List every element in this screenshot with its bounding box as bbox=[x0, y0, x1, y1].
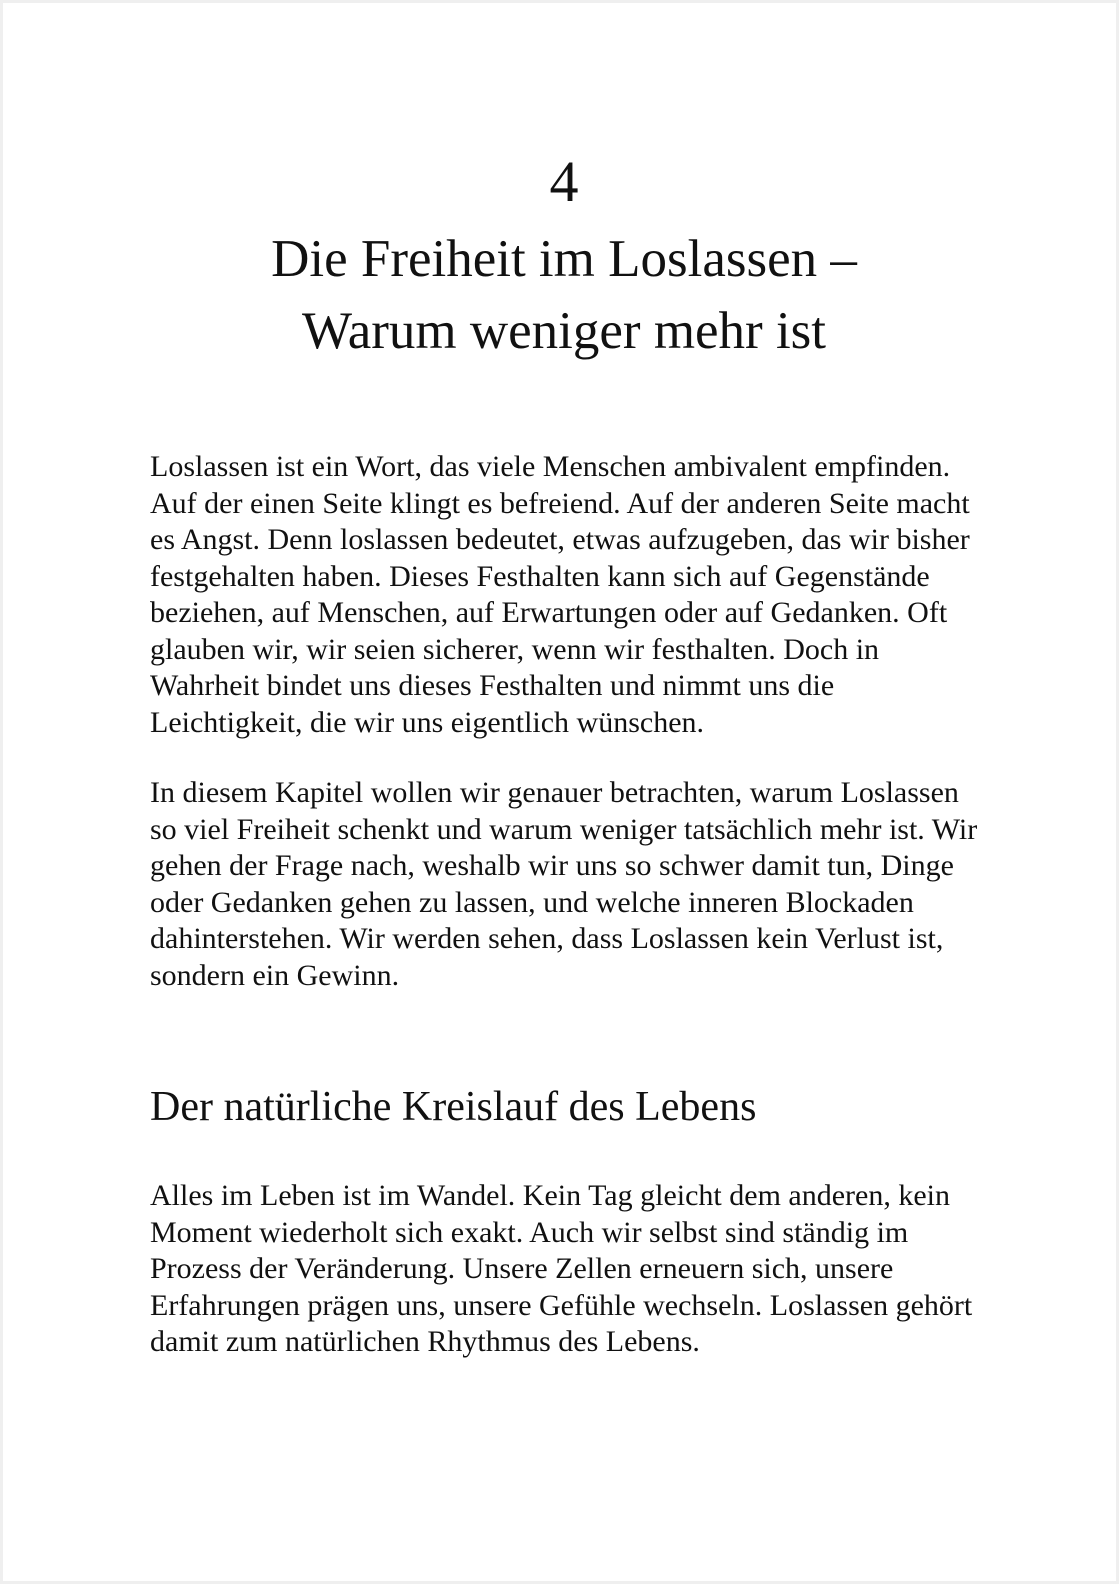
intro-paragraph-2: In diesem Kapitel wollen wir genauer betrachten, warum Loslassen so viel Freiheit schenkt und warum weniger tatsächlich mehr ist. Wir gehen der Frage nach, weshalb wir uns so schwer damit tun, Dinge oder Gedanken gehen zu lassen, und welche inneren Blockaden dahinterstehen. Wir werden sehen, dass Loslassen kein Verlust ist, sondern ein Gewinn. bbox=[150, 776, 978, 992]
section-paragraph-1: Alles im Leben ist im Wandel. Kein Tag gleicht dem anderen, kein Moment wiederholt sich exakt. Auch wir selbst sind ständig im Prozess der Veränderung. Unsere Zellen erneuern sich, unsere Erfahrungen prägen uns, unsere Gefühle wechseln. Loslassen gehört damit zum natürlichen Rhythmus des Lebens. bbox=[150, 1179, 973, 1358]
chapter-title-line-1: Die Freiheit im Loslassen – bbox=[271, 230, 857, 288]
section-heading: Der natürliche Kreislauf des Lebens bbox=[150, 1084, 757, 1130]
chapter-title-line-2: Warum weniger mehr ist bbox=[301, 302, 827, 360]
chapter-title bbox=[150, 223, 978, 367]
chapter-header bbox=[150, 3, 978, 367]
chapter-number: 4 bbox=[549, 149, 579, 214]
book-page bbox=[3, 3, 1116, 1581]
page-content bbox=[3, 3, 1116, 1361]
intro-paragraph-1: Loslassen ist ein Wort, das viele Menschen ambivalent empfinden. Auf der einen Seite klingt es befreiend. Auf der anderen Seite macht es Angst. Denn loslassen bedeutet, etwas aufzugeben, das wir bisher festgehalten haben. Dieses Festhalten kann sich auf Gegenstände beziehen, auf Menschen, auf Erwartungen oder auf Gedanken. Oft glauben wir, wir seien sicherer, wenn wir festhalten. Doch in Wahrheit bindet uns dieses Festhalten und nimmt uns die Leichtigkeit, die wir uns eigentlich wünschen. bbox=[150, 450, 970, 739]
chapter-body bbox=[150, 449, 978, 1361]
